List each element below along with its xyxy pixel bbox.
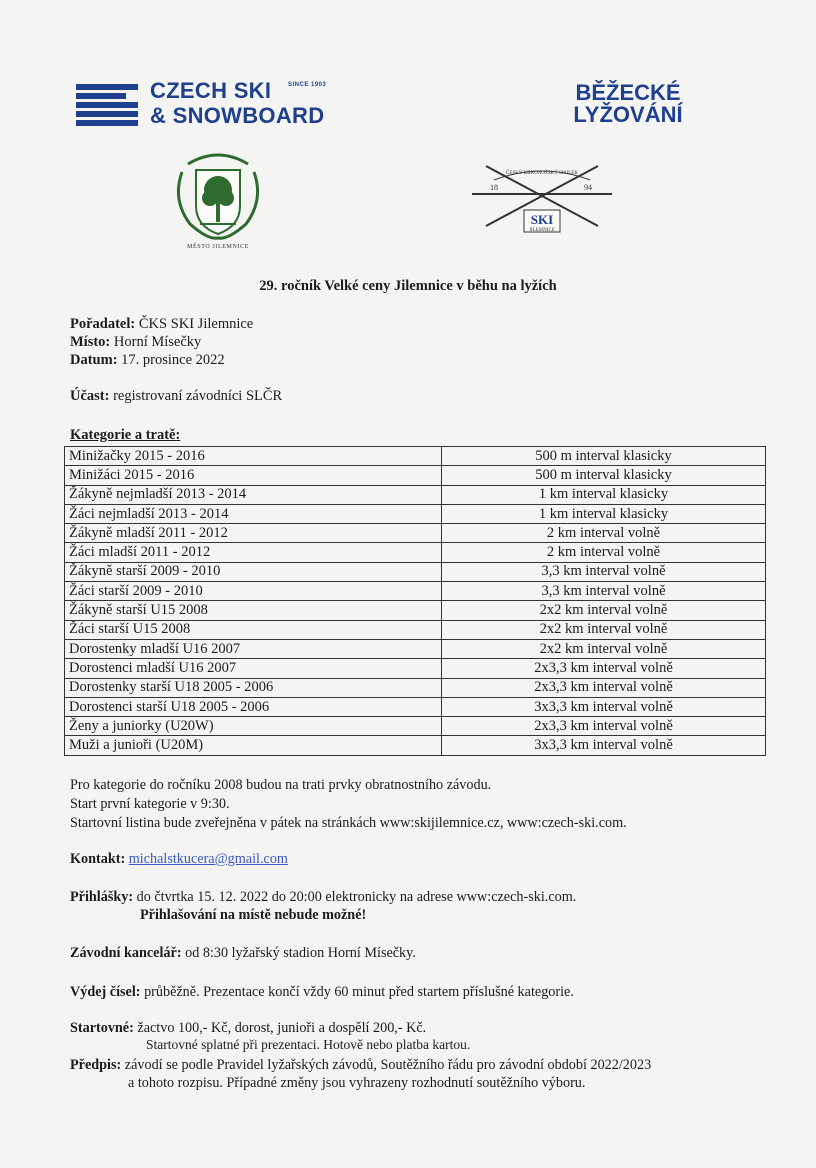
table-row	[65, 678, 766, 697]
category-name: Žáci mladší 2011 - 2012	[65, 543, 442, 562]
bezecke-line2: LYŽOVÁNÍ	[573, 102, 683, 127]
ski-jilemnice-word: JILEMNICE	[529, 228, 555, 233]
category-track: 3,3 km interval volně	[442, 582, 766, 601]
startovne-row	[70, 1019, 426, 1037]
table-row	[65, 639, 766, 658]
table-row	[65, 697, 766, 716]
category-track: 500 m interval klasicky	[442, 466, 766, 485]
table-row	[65, 524, 766, 543]
page-title: 29. ročník Velké ceny Jilemnice v běhu na lyžích	[259, 278, 557, 294]
prihlasky-warning: Přihlašování na místě nebude možné!	[140, 907, 367, 923]
category-track: 1 km interval klasicky	[442, 485, 766, 504]
misto-label: Místo:	[70, 334, 111, 350]
predpis-text: závodí se podle Pravidel lyžařských závodů, Soutěžního řádu pro závodní období 2022/2023	[124, 1057, 652, 1073]
kancelar-row	[70, 944, 416, 962]
ucast-value: registrovaní závodníci SLČR	[113, 388, 283, 404]
mesto-crest-icon	[168, 150, 268, 242]
vydej-label: Výdej čísel:	[70, 984, 141, 1000]
note-line1: Pro kategorie do ročníku 2008 budou na trati prvky obratnostního závodu.	[70, 777, 492, 793]
category-track: 2x3,3 km interval volně	[442, 717, 766, 736]
note-line3: Startovní listina bude zveřejněna v pátek na stránkách www:skijilemnice.cz, www:czech-ski.com.	[70, 815, 627, 831]
vydej-row	[70, 983, 574, 1001]
table-row	[65, 447, 766, 466]
prihlasky-text: do čtvrtka 15. 12. 2022 do 20:00 elektronicky na adrese www:czech-ski.com.	[136, 889, 577, 905]
category-name: Dorostenky starší U18 2005 - 2006	[65, 678, 442, 697]
category-name: Minižačky 2015 - 2016	[65, 447, 442, 466]
info-misto	[70, 334, 201, 351]
category-track: 500 m interval klasicky	[442, 447, 766, 466]
czech-ski-line1: CZECH SKI	[150, 78, 272, 103]
category-name: Žáci starší U15 2008	[65, 620, 442, 639]
ski-right-num: 94	[584, 183, 592, 192]
vydej-text: průběžně. Prezentace končí vždy 60 minut před startem příslušné kategorie.	[144, 984, 574, 1000]
table-row	[65, 504, 766, 523]
startovne-label: Startovné:	[70, 1020, 134, 1036]
kancelar-text: od 8:30 lyžařský stadion Horní Mísečky.	[185, 945, 416, 961]
info-ucast	[70, 388, 282, 405]
ski-top-text: ČESKÝ KRKONOŠSKÝ SPOLEK	[506, 171, 578, 176]
czech-ski-line2: & SNOWBOARD	[150, 103, 325, 128]
misto-value: Horní Mísečky	[113, 334, 202, 350]
datum-value: 17. prosince 2022	[121, 352, 225, 368]
info-poradatel	[70, 316, 253, 333]
startovne-text: žactvo 100,- Kč, dorost, junioři a dospělí 200,- Kč.	[137, 1020, 427, 1036]
table-row	[65, 582, 766, 601]
category-track: 2x3,3 km interval volně	[442, 678, 766, 697]
category-name: Ženy a juniorky (U20W)	[65, 717, 442, 736]
category-name: Žákyně starší 2009 - 2010	[65, 562, 442, 581]
category-track: 2 km interval volně	[442, 543, 766, 562]
table-row	[65, 717, 766, 736]
kontakt-email-link[interactable]: michalstkucera@gmail.com	[128, 851, 288, 867]
categories-heading: Kategorie a tratě:	[70, 427, 181, 443]
prihlasky-label: Přihlášky:	[70, 889, 134, 905]
category-track: 3x3,3 km interval volně	[442, 697, 766, 716]
category-track: 1 km interval klasicky	[442, 504, 766, 523]
table-row	[65, 736, 766, 755]
kontakt-label: Kontakt:	[70, 851, 126, 867]
table-row	[65, 601, 766, 620]
bezecke-line1: BĚŽECKÉ	[575, 80, 681, 105]
ski-left-num: 18	[490, 183, 498, 192]
poradatel-label: Pořadatel:	[70, 316, 136, 332]
poradatel-value: ČKS SKI Jilemnice	[138, 316, 254, 332]
table-row	[65, 562, 766, 581]
table-row	[65, 466, 766, 485]
table-row	[65, 543, 766, 562]
ski-jilemnice-logo-icon	[466, 160, 618, 238]
category-track: 2x3,3 km interval volně	[442, 659, 766, 678]
ucast-label: Účast:	[70, 388, 110, 404]
info-datum	[70, 352, 225, 369]
predpis-line2: a tohoto rozpisu. Případné změny jsou vyhrazeny rozhodnutí soutěžního výboru.	[128, 1075, 586, 1091]
category-name: Muži a junioři (U20M)	[65, 736, 442, 755]
table-row	[65, 620, 766, 639]
category-name: Žákyně nejmladší 2013 - 2014	[65, 485, 442, 504]
category-name: Minižáci 2015 - 2016	[65, 466, 442, 485]
kancelar-label: Závodní kancelář:	[70, 945, 182, 961]
predpis-row	[70, 1056, 651, 1074]
ski-word: SKI	[530, 212, 554, 227]
prihlasky-row	[70, 888, 576, 906]
startovne-line2: Startovné splatné při prezentaci. Hotově nebo platba kartou.	[146, 1037, 471, 1052]
since-label: SINCE 1903	[288, 82, 327, 88]
category-track: 2x2 km interval volně	[442, 639, 766, 658]
category-track: 2x2 km interval volně	[442, 620, 766, 639]
note-line2: Start první kategorie v 9:30.	[70, 796, 230, 812]
category-track: 2 km interval volně	[442, 524, 766, 543]
category-name: Žáci nejmladší 2013 - 2014	[65, 504, 442, 523]
kontakt-row	[70, 850, 288, 868]
category-track: 3x3,3 km interval volně	[442, 736, 766, 755]
bezecke-lyzovani-logo	[563, 82, 693, 126]
table-row	[65, 485, 766, 504]
mesto-caption: MĚSTO JILEMNICE	[187, 244, 249, 250]
category-name: Dorostenky mladší U16 2007	[65, 639, 442, 658]
table-row	[65, 659, 766, 678]
category-name: Žákyně starší U15 2008	[65, 601, 442, 620]
czech-ski-logo	[76, 78, 346, 130]
categories-table	[64, 446, 766, 756]
datum-label: Datum:	[70, 352, 118, 368]
category-name: Dorostenci starší U18 2005 - 2006	[65, 697, 442, 716]
category-track: 2x2 km interval volně	[442, 601, 766, 620]
category-track: 3,3 km interval volně	[442, 562, 766, 581]
category-name: Žákyně mladší 2011 - 2012	[65, 524, 442, 543]
category-name: Žáci starší 2009 - 2010	[65, 582, 442, 601]
category-name: Dorostenci mladší U16 2007	[65, 659, 442, 678]
predpis-label: Předpis:	[70, 1057, 122, 1073]
